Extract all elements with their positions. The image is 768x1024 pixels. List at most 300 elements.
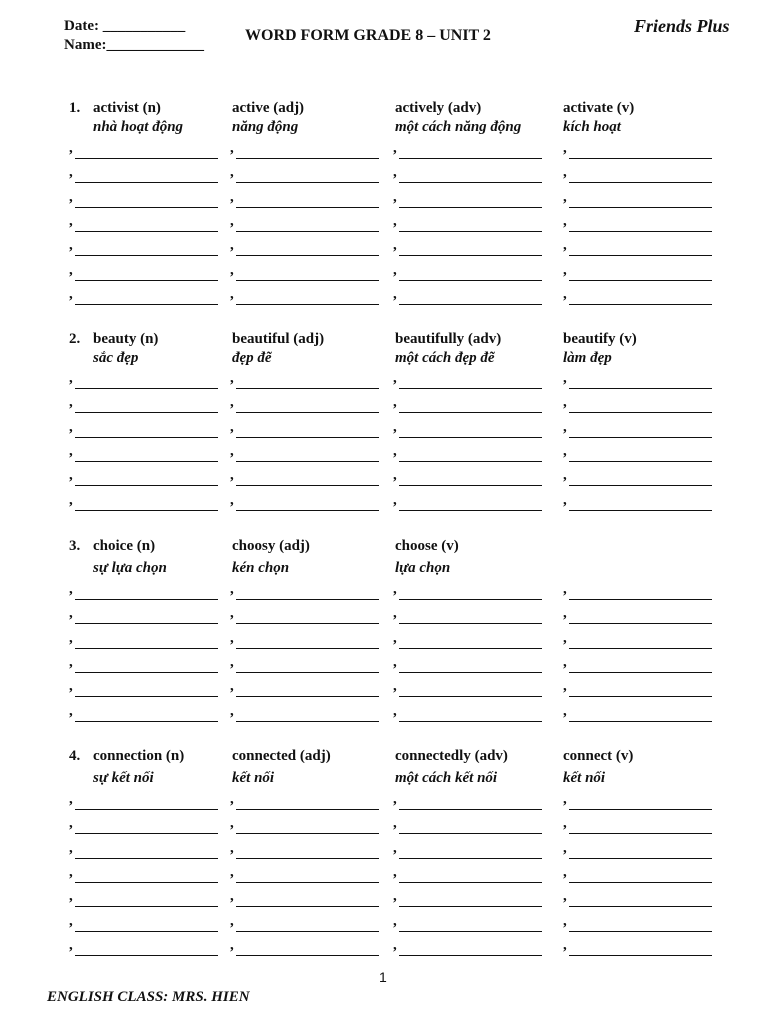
answer-blank[interactable]	[230, 140, 380, 159]
worksheet-title: WORD FORM GRADE 8 – UNIT 2	[245, 27, 491, 44]
blank-comma: ,	[230, 581, 234, 597]
meaning-verb: kích hoạt	[563, 119, 621, 135]
answer-blank[interactable]	[393, 285, 543, 305]
meaning-adjective: kết nối	[232, 770, 275, 786]
blank-comma: ,	[230, 212, 234, 229]
answer-blank[interactable]	[393, 581, 543, 600]
answer-blank[interactable]	[69, 702, 219, 722]
answer-blank[interactable]	[69, 863, 219, 883]
answer-blank[interactable]	[230, 678, 380, 697]
answer-blank[interactable]	[563, 629, 713, 649]
meaning-noun: sự kết nối	[93, 770, 154, 786]
answer-blank[interactable]	[563, 678, 713, 697]
blank-comma: ,	[563, 188, 567, 205]
answer-blank[interactable]	[230, 212, 380, 232]
answer-blank[interactable]	[563, 839, 713, 859]
name-field-label: Name:_____________	[64, 37, 204, 53]
answer-blank[interactable]	[393, 863, 543, 883]
answer-blank[interactable]	[230, 888, 380, 907]
blank-underline	[75, 833, 218, 834]
answer-blank[interactable]	[563, 467, 713, 486]
blank-comma: ,	[230, 605, 234, 622]
blank-underline	[236, 388, 379, 389]
answer-blank[interactable]	[69, 467, 219, 486]
blank-comma: ,	[563, 418, 567, 435]
blank-comma: ,	[69, 702, 73, 719]
blank-comma: ,	[393, 936, 397, 953]
blank-underline	[569, 207, 712, 208]
blank-comma: ,	[563, 791, 567, 807]
blank-underline	[399, 485, 542, 486]
meaning-verb: kết nối	[563, 770, 606, 786]
word-noun: choice (n)	[93, 538, 156, 554]
blank-comma: ,	[393, 394, 397, 411]
blank-underline	[399, 955, 542, 956]
answer-blank[interactable]	[230, 285, 380, 305]
blank-underline	[399, 388, 542, 389]
blank-underline	[75, 510, 218, 511]
word-verb: choose (v)	[395, 538, 459, 554]
blank-comma: ,	[563, 863, 567, 880]
blank-underline	[236, 304, 379, 305]
blank-underline	[75, 461, 218, 462]
answer-blank[interactable]	[230, 237, 380, 256]
blank-comma: ,	[563, 164, 567, 181]
blank-comma: ,	[230, 629, 234, 646]
answer-blank[interactable]	[393, 140, 543, 159]
blank-underline	[75, 599, 218, 600]
blank-underline	[236, 623, 379, 624]
blank-comma: ,	[230, 863, 234, 880]
word-noun: beauty (n)	[93, 331, 159, 347]
answer-blank[interactable]	[393, 839, 543, 859]
answer-blank[interactable]	[69, 285, 219, 305]
blank-underline	[75, 437, 218, 438]
blank-underline	[236, 882, 379, 883]
blank-comma: ,	[69, 912, 73, 929]
blank-comma: ,	[69, 936, 73, 953]
answer-blank[interactable]	[69, 188, 219, 208]
answer-blank[interactable]	[230, 467, 380, 486]
blank-underline	[569, 648, 712, 649]
answer-blank[interactable]	[69, 394, 219, 413]
blank-underline	[569, 623, 712, 624]
answer-blank[interactable]	[563, 791, 713, 810]
answer-blank[interactable]	[230, 912, 380, 932]
blank-comma: ,	[230, 791, 234, 807]
blank-underline	[236, 255, 379, 256]
blank-comma: ,	[69, 370, 73, 386]
blank-underline	[236, 485, 379, 486]
blank-comma: ,	[69, 791, 73, 807]
date-field-label: Date: ___________	[64, 18, 186, 34]
blank-underline	[399, 231, 542, 232]
answer-blank[interactable]	[393, 212, 543, 232]
blank-comma: ,	[563, 581, 567, 597]
blank-comma: ,	[230, 467, 234, 484]
blank-comma: ,	[563, 370, 567, 386]
blank-underline	[569, 858, 712, 859]
word-noun: activist (n)	[93, 100, 161, 116]
blank-underline	[569, 599, 712, 600]
blank-underline	[399, 672, 542, 673]
answer-blank[interactable]	[563, 164, 713, 183]
section-number: 3.	[69, 538, 81, 554]
blank-comma: ,	[69, 653, 73, 670]
blank-underline	[569, 437, 712, 438]
blank-comma: ,	[230, 442, 234, 459]
answer-blank[interactable]	[563, 605, 713, 624]
blank-comma: ,	[393, 370, 397, 386]
blank-underline	[236, 231, 379, 232]
blank-underline	[236, 721, 379, 722]
answer-blank[interactable]	[393, 815, 543, 834]
answer-blank[interactable]	[563, 863, 713, 883]
blank-underline	[75, 882, 218, 883]
blank-underline	[569, 255, 712, 256]
blank-comma: ,	[393, 815, 397, 832]
blank-underline	[75, 906, 218, 907]
meaning-adverb: một cách đẹp đẽ	[395, 350, 495, 366]
blank-comma: ,	[230, 237, 234, 254]
word-adjective: beautiful (adj)	[232, 331, 325, 347]
blank-underline	[569, 280, 712, 281]
answer-blank[interactable]	[69, 581, 219, 600]
blank-underline	[569, 931, 712, 932]
blank-underline	[236, 809, 379, 810]
blank-comma: ,	[393, 888, 397, 905]
answer-blank[interactable]	[393, 702, 543, 722]
answer-blank[interactable]	[69, 140, 219, 159]
blank-comma: ,	[563, 815, 567, 832]
blank-comma: ,	[69, 629, 73, 646]
blank-underline	[236, 461, 379, 462]
meaning-adjective: kén chọn	[232, 560, 290, 576]
blank-underline	[569, 412, 712, 413]
blank-underline	[569, 182, 712, 183]
blank-comma: ,	[69, 863, 73, 880]
blank-underline	[236, 599, 379, 600]
blank-comma: ,	[563, 467, 567, 484]
answer-blank[interactable]	[69, 936, 219, 956]
blank-underline	[569, 510, 712, 511]
answer-blank[interactable]	[563, 653, 713, 673]
answer-blank[interactable]	[563, 188, 713, 208]
answer-blank[interactable]	[230, 605, 380, 624]
blank-underline	[399, 809, 542, 810]
blank-comma: ,	[230, 164, 234, 181]
answer-blank[interactable]	[230, 261, 380, 281]
blank-comma: ,	[230, 285, 234, 302]
answer-blank[interactable]	[393, 791, 543, 810]
blank-comma: ,	[563, 912, 567, 929]
blank-underline	[75, 231, 218, 232]
meaning-verb: lựa chọn	[395, 560, 451, 576]
blank-comma: ,	[393, 237, 397, 254]
blank-comma: ,	[69, 815, 73, 832]
meaning-adverb: một cách năng động	[395, 119, 522, 135]
answer-blank[interactable]	[230, 418, 380, 438]
answer-blank[interactable]	[563, 394, 713, 413]
answer-blank[interactable]	[393, 261, 543, 281]
blank-comma: ,	[69, 888, 73, 905]
brand-label: Friends Plus	[634, 16, 730, 36]
blank-comma: ,	[563, 702, 567, 719]
answer-blank[interactable]	[69, 261, 219, 281]
answer-blank[interactable]	[563, 370, 713, 389]
answer-blank[interactable]	[393, 888, 543, 907]
answer-blank[interactable]	[230, 653, 380, 673]
blank-underline	[236, 207, 379, 208]
answer-blank[interactable]	[393, 237, 543, 256]
blank-underline	[569, 158, 712, 159]
answer-blank[interactable]	[230, 164, 380, 183]
blank-comma: ,	[393, 678, 397, 695]
word-verb: activate (v)	[563, 100, 635, 116]
answer-blank[interactable]	[393, 442, 543, 462]
blank-comma: ,	[563, 261, 567, 278]
blank-comma: ,	[69, 188, 73, 205]
answer-blank[interactable]	[563, 491, 713, 511]
meaning-adjective: năng động	[232, 119, 299, 135]
answer-blank[interactable]	[69, 815, 219, 834]
blank-underline	[399, 510, 542, 511]
blank-comma: ,	[230, 653, 234, 670]
answer-blank[interactable]	[230, 815, 380, 834]
word-noun: connection (n)	[93, 748, 185, 764]
answer-blank[interactable]	[69, 629, 219, 649]
meaning-verb: làm đẹp	[563, 350, 612, 366]
blank-underline	[236, 955, 379, 956]
blank-comma: ,	[69, 839, 73, 856]
blank-underline	[75, 388, 218, 389]
meaning-noun: sự lựa chọn	[93, 560, 167, 576]
blank-underline	[75, 255, 218, 256]
blank-comma: ,	[563, 936, 567, 953]
answer-blank[interactable]	[393, 164, 543, 183]
answer-blank[interactable]	[563, 702, 713, 722]
blank-comma: ,	[563, 491, 567, 508]
answer-blank[interactable]	[563, 936, 713, 956]
blank-underline	[75, 931, 218, 932]
answer-blank[interactable]	[230, 491, 380, 511]
answer-blank[interactable]	[393, 678, 543, 697]
blank-comma: ,	[393, 863, 397, 880]
answer-blank[interactable]	[393, 491, 543, 511]
blank-underline	[399, 833, 542, 834]
blank-comma: ,	[69, 491, 73, 508]
word-adjective: choosy (adj)	[232, 538, 310, 554]
answer-blank[interactable]	[563, 212, 713, 232]
blank-underline	[236, 931, 379, 932]
blank-comma: ,	[230, 936, 234, 953]
blank-underline	[569, 882, 712, 883]
answer-blank[interactable]	[230, 394, 380, 413]
blank-underline	[236, 696, 379, 697]
section-number: 1.	[69, 100, 81, 116]
answer-blank[interactable]	[69, 442, 219, 462]
answer-blank[interactable]	[393, 188, 543, 208]
answer-blank[interactable]	[230, 702, 380, 722]
meaning-noun: sắc đẹp	[93, 350, 139, 366]
answer-blank[interactable]	[69, 888, 219, 907]
blank-comma: ,	[393, 285, 397, 302]
blank-underline	[569, 955, 712, 956]
answer-blank[interactable]	[69, 653, 219, 673]
answer-blank[interactable]	[230, 791, 380, 810]
blank-comma: ,	[230, 912, 234, 929]
blank-comma: ,	[563, 605, 567, 622]
answer-blank[interactable]	[69, 678, 219, 697]
answer-blank[interactable]	[393, 605, 543, 624]
blank-comma: ,	[393, 839, 397, 856]
answer-blank[interactable]	[69, 418, 219, 438]
blank-comma: ,	[393, 912, 397, 929]
word-verb: beautify (v)	[563, 331, 637, 347]
blank-comma: ,	[69, 418, 73, 435]
blank-comma: ,	[69, 605, 73, 622]
word-adverb: connectedly (adv)	[395, 748, 508, 764]
blank-comma: ,	[69, 164, 73, 181]
blank-comma: ,	[393, 188, 397, 205]
answer-blank[interactable]	[230, 188, 380, 208]
blank-underline	[399, 931, 542, 932]
blank-underline	[399, 304, 542, 305]
answer-blank[interactable]	[563, 442, 713, 462]
blank-comma: ,	[393, 491, 397, 508]
word-adverb: actively (adv)	[395, 100, 482, 116]
blank-underline	[236, 672, 379, 673]
word-verb: connect (v)	[563, 748, 634, 764]
blank-underline	[236, 412, 379, 413]
answer-blank[interactable]	[563, 581, 713, 600]
blank-underline	[569, 672, 712, 673]
answer-blank[interactable]	[69, 237, 219, 256]
answer-blank[interactable]	[563, 815, 713, 834]
blank-underline	[75, 182, 218, 183]
blank-comma: ,	[393, 467, 397, 484]
blank-underline	[399, 207, 542, 208]
answer-blank[interactable]	[230, 839, 380, 859]
answer-blank[interactable]	[563, 888, 713, 907]
word-adjective: connected (adj)	[232, 748, 331, 764]
blank-comma: ,	[230, 888, 234, 905]
blank-underline	[75, 696, 218, 697]
blank-underline	[236, 280, 379, 281]
answer-blank[interactable]	[230, 370, 380, 389]
answer-blank[interactable]	[69, 212, 219, 232]
blank-comma: ,	[230, 815, 234, 832]
answer-blank[interactable]	[393, 418, 543, 438]
blank-comma: ,	[393, 653, 397, 670]
blank-comma: ,	[393, 442, 397, 459]
blank-underline	[236, 648, 379, 649]
section-number: 4.	[69, 748, 81, 764]
blank-underline	[399, 461, 542, 462]
answer-blank[interactable]	[563, 912, 713, 932]
blank-underline	[569, 696, 712, 697]
answer-blank[interactable]	[563, 237, 713, 256]
footer-class-label: ENGLISH CLASS: MRS. HIEN	[47, 989, 250, 1005]
blank-underline	[75, 623, 218, 624]
page-number: 1	[379, 969, 387, 985]
blank-comma: ,	[393, 605, 397, 622]
blank-underline	[75, 485, 218, 486]
blank-underline	[569, 833, 712, 834]
answer-blank[interactable]	[69, 605, 219, 624]
blank-comma: ,	[563, 237, 567, 254]
answer-blank[interactable]	[393, 936, 543, 956]
answer-blank[interactable]	[230, 863, 380, 883]
blank-comma: ,	[69, 285, 73, 302]
blank-underline	[399, 721, 542, 722]
answer-blank[interactable]	[393, 629, 543, 649]
blank-comma: ,	[230, 394, 234, 411]
blank-comma: ,	[393, 418, 397, 435]
answer-blank[interactable]	[393, 912, 543, 932]
blank-underline	[236, 182, 379, 183]
meaning-adjective: đẹp đẽ	[232, 350, 272, 366]
section-number: 2.	[69, 331, 81, 347]
blank-comma: ,	[230, 261, 234, 278]
blank-comma: ,	[393, 791, 397, 807]
blank-comma: ,	[563, 653, 567, 670]
blank-underline	[236, 158, 379, 159]
answer-blank[interactable]	[393, 370, 543, 389]
blank-comma: ,	[69, 140, 73, 156]
answer-blank[interactable]	[563, 140, 713, 159]
answer-blank[interactable]	[69, 491, 219, 511]
answer-blank[interactable]	[230, 442, 380, 462]
blank-comma: ,	[69, 581, 73, 597]
answer-blank[interactable]	[230, 629, 380, 649]
blank-underline	[569, 721, 712, 722]
answer-blank[interactable]	[393, 394, 543, 413]
blank-comma: ,	[69, 467, 73, 484]
answer-blank[interactable]	[69, 370, 219, 389]
answer-blank[interactable]	[230, 581, 380, 600]
answer-blank[interactable]	[563, 418, 713, 438]
blank-comma: ,	[69, 394, 73, 411]
blank-comma: ,	[563, 442, 567, 459]
answer-blank[interactable]	[69, 164, 219, 183]
blank-underline	[399, 648, 542, 649]
blank-underline	[399, 906, 542, 907]
blank-underline	[569, 231, 712, 232]
answer-blank[interactable]	[563, 285, 713, 305]
blank-underline	[399, 437, 542, 438]
blank-comma: ,	[230, 678, 234, 695]
blank-comma: ,	[230, 839, 234, 856]
blank-underline	[75, 721, 218, 722]
answer-blank[interactable]	[69, 839, 219, 859]
answer-blank[interactable]	[69, 912, 219, 932]
answer-blank[interactable]	[230, 936, 380, 956]
blank-comma: ,	[393, 212, 397, 229]
blank-underline	[569, 906, 712, 907]
blank-underline	[75, 809, 218, 810]
answer-blank[interactable]	[393, 467, 543, 486]
blank-underline	[75, 158, 218, 159]
blank-underline	[75, 955, 218, 956]
blank-comma: ,	[69, 237, 73, 254]
answer-blank[interactable]	[563, 261, 713, 281]
blank-underline	[399, 158, 542, 159]
blank-underline	[399, 599, 542, 600]
blank-underline	[569, 485, 712, 486]
answer-blank[interactable]	[69, 791, 219, 810]
answer-blank[interactable]	[393, 653, 543, 673]
